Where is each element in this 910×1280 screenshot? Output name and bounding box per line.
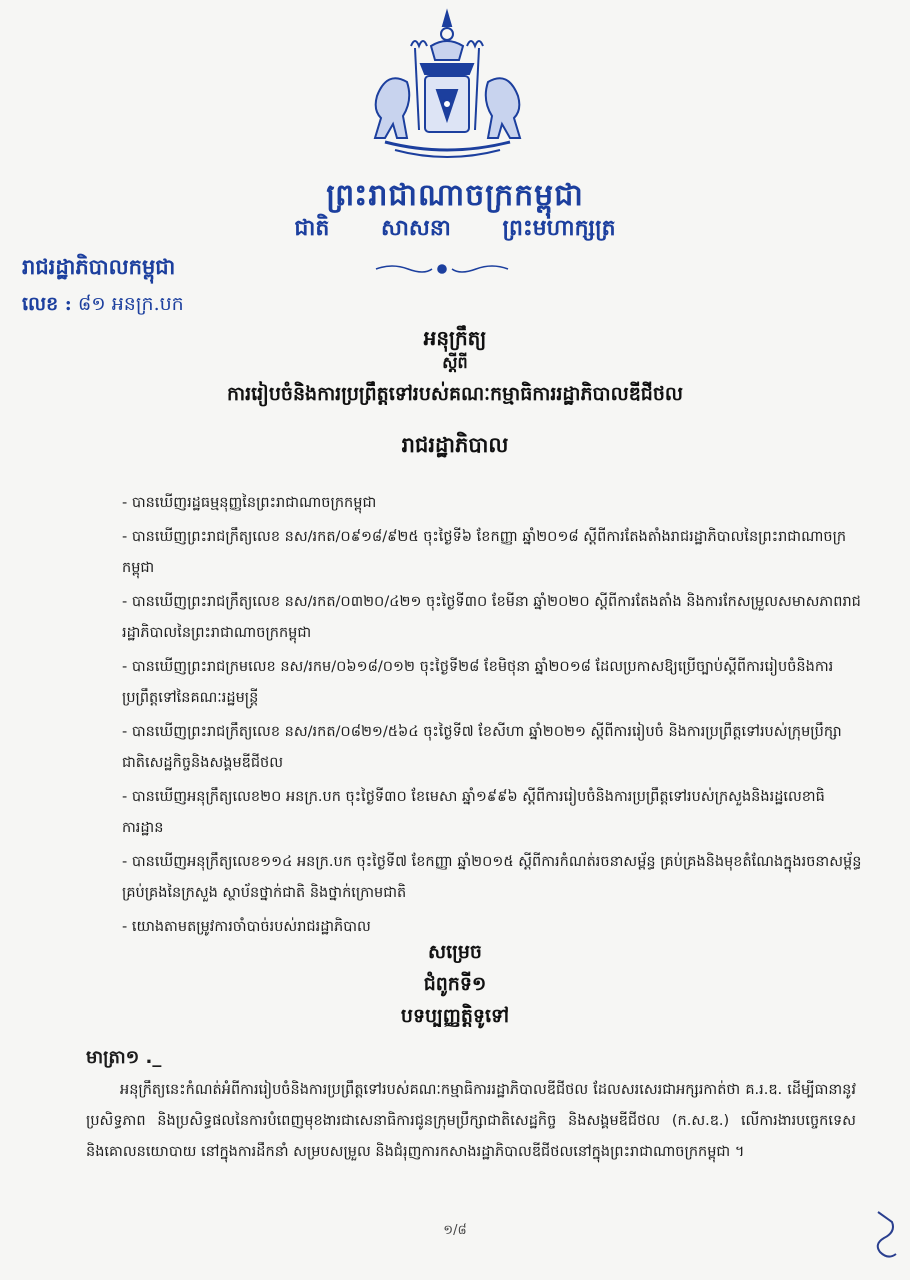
clause-item: - យោងតាមតម្រូវការចាំបាច់របស់រាជរដ្ឋាភិបាល bbox=[122, 919, 371, 935]
royal-coat-of-arms-icon bbox=[355, 8, 540, 163]
motto-nation: ជាតិ bbox=[294, 215, 330, 241]
motto-religion: សាសនា bbox=[380, 215, 451, 241]
decision-heading: សម្រេច bbox=[428, 941, 482, 963]
ornament-divider-icon bbox=[372, 262, 512, 276]
motto-king: ព្រះមហាក្សត្រ bbox=[502, 215, 616, 241]
chapter-heading: ជំពូកទី១ bbox=[423, 973, 487, 995]
clause-item: - បានឃើញព្រះរាជក្រមលេខ នស/រកម/០៦១៨/០១២ ចុះថ្ងៃទី២៨ ខែមិថុនា ឆ្នាំ២០១៨ ដែលប្រកាសឱ្យប្រើច្បាប់ស្ដីពីការរៀបចំនិងការប្រព្រឹត្តទៅនៃគណៈរដ្ឋមន្ត្រី bbox=[122, 659, 834, 706]
reference-number bbox=[22, 292, 184, 320]
article-body: អនុក្រឹត្យនេះកំណត់អំពីការរៀបចំនិងការប្រព្រឹត្តទៅរបស់គណៈកម្មាធិការរដ្ឋាភិបាលឌីជីថល ដែលសរសេរជាអក្សរកាត់ថា គ.រ.ឌ. ដើម្បីធានានូវប្រសិទ្ធភាព និងប្រសិទ្ធផលនៃការបំពេញមុខងារជាសេនាធិការជូនក្រុមប្រឹក្សាជាតិសេដ្ឋកិច្ច និងសង្គមឌីជីថល (ក.ស.ឌ.) លើការងារបច្ចេកទេស និងគោលនយោបាយ នៅក្នុងការដឹកនាំ សម្របសម្រួល និងជំរុញការកសាងរដ្ឋាភិបាលឌីជីថលនៅក្នុងព្រះរាជាណាចក្រកម្ពុជា ។ bbox=[86, 1082, 856, 1160]
preamble-clauses bbox=[122, 488, 862, 946]
clause-item: - បានឃើញព្រះរាជក្រឹត្យលេខ នស/រកត/០៨២១/៥៦៤ ចុះថ្ងៃទី៧ ខែសីហា ឆ្នាំ២០២១ ស្ដីពីការរៀបចំ និងការប្រព្រឹត្តទៅរបស់ក្រុមប្រឹក្សាជាតិសេដ្ឋកិច្ចនិងសង្គមឌីជីថល bbox=[122, 724, 842, 771]
article-heading: មាត្រា១ ._ bbox=[86, 1047, 162, 1068]
reference-label: លេខ : bbox=[22, 293, 72, 315]
clause-item: - បានឃើញអនុក្រឹត្យលេខ១១៤ អនក្រ.បក ចុះថ្ងៃទី៧ ខែកញ្ញា ឆ្នាំ២០១៥ ស្ដីពីការកំណត់រចនាសម្ព័ន្ធ គ្រប់គ្រងនិងមុខតំណែងក្នុងរចនាសម្ព័ន្ធគ្រប់គ្រងនៃក្រសួង ស្ថាប័នថ្នាក់ជាតិ និងថ្នាក់ក្រោមជាតិ bbox=[122, 854, 862, 901]
page-number: ១/៨ bbox=[443, 1223, 467, 1238]
document-subject: ការរៀបចំនិងការប្រព្រឹត្តទៅរបស់គណៈកម្មាធិការរដ្ឋាភិបាលឌីជីថល bbox=[226, 383, 684, 405]
signature-initial-icon bbox=[870, 1208, 900, 1263]
clause-item: - បានឃើញអនុក្រឹត្យលេខ២០ អនក្រ.បក ចុះថ្ងៃទី៣០ ខែមេសា ឆ្នាំ១៩៩៦ ស្ដីពីការរៀបចំនិងការប្រព្រឹត្តទៅរបស់ក្រសួងនិងរដ្ឋលេខាធិការដ្ឋាន bbox=[122, 789, 825, 836]
chapter-title: បទប្បញ្ញត្តិទូទៅ bbox=[400, 1005, 510, 1027]
kingdom-heading: ព្រះរាជាណាចក្រកម្ពុជា bbox=[326, 178, 584, 213]
authority-heading: រាជរដ្ឋាភិបាល bbox=[401, 433, 509, 457]
clause-item: - បានឃើញរដ្ឋធម្មនុញ្ញនៃព្រះរាជាណាចក្រកម្ពុជា bbox=[122, 495, 377, 511]
clause-item: - បានឃើញព្រះរាជក្រឹត្យលេខ នស/រកត/០៩១៨/៩២៥ ចុះថ្ងៃទី៦ ខែកញ្ញា ឆ្នាំ២០១៨ ស្ដីពីការតែងតាំងរាជរដ្ឋាភិបាលនៃព្រះរាជាណាចក្រកម្ពុជា bbox=[122, 529, 847, 576]
document-type: អនុក្រឹត្យ bbox=[423, 326, 487, 350]
reference-value: ៨១ អនក្រ.បក bbox=[77, 293, 184, 315]
issuing-government: រាជរដ្ឋាភិបាលកម្ពុជា bbox=[22, 254, 176, 279]
clause-item: - បានឃើញព្រះរាជក្រឹត្យលេខ នស/រកត/០៣២០/៤២១ ចុះថ្ងៃទី៣០ ខែមីនា ឆ្នាំ២០២០ ស្ដីពីការតែងតាំង និងការកែសម្រួលសមាសភាពរាជរដ្ឋាភិបាលនៃព្រះរាជាណាចក្រកម្ពុជា bbox=[122, 594, 861, 641]
national-motto bbox=[0, 214, 910, 246]
document-about: ស្ដីពី bbox=[442, 353, 468, 372]
